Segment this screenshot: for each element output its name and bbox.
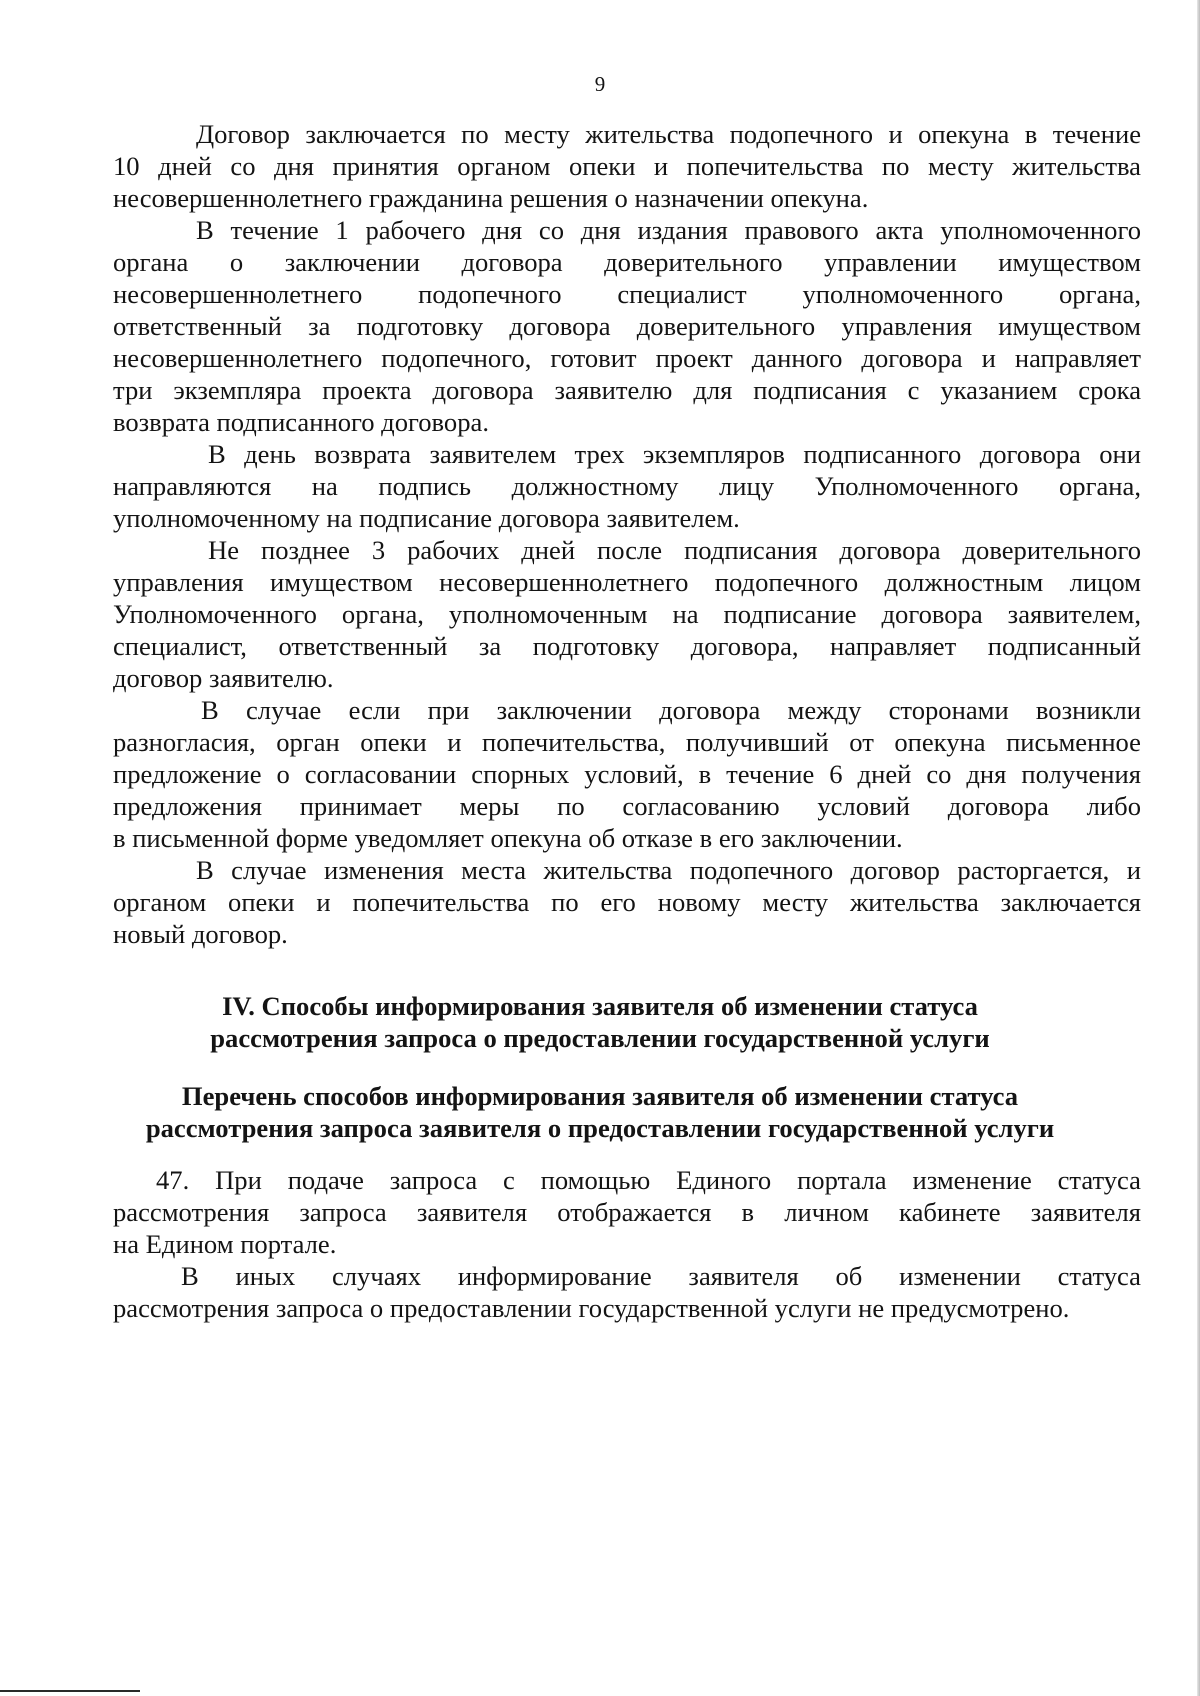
text-line: возврата подписанного договора. xyxy=(113,407,489,437)
text-line: Не позднее 3 рабочих дней после подписания договора доверительного xyxy=(208,535,1141,565)
text-line: управления имуществом несовершеннолетнего подопечного должностным лицом xyxy=(113,567,1141,597)
text-line: В случае изменения места жительства подопечного договор расторгается, и xyxy=(196,855,1141,885)
text-line: договор заявителю. xyxy=(113,663,334,693)
page-number: 9 xyxy=(594,72,606,96)
text-line: Уполномоченного органа, уполномоченным на подписание договора заявителем, xyxy=(113,599,1141,629)
text-line: три экземпляра проекта договора заявителю для подписания с указанием срока xyxy=(113,375,1141,405)
text-line: новый договор. xyxy=(113,919,288,949)
paragraph-return-signing xyxy=(113,438,1141,534)
paragraph-disagreements xyxy=(113,694,1141,854)
text-line: В день возврата заявителем трех экземпляров подписанного договора они xyxy=(208,439,1141,469)
text-line: 10 дней со дня принятия органом опеки и попечительства по месту жительства xyxy=(113,151,1141,181)
heading-line: рассмотрения запроса заявителя о предоставлении государственной услуги xyxy=(145,1113,1055,1143)
text-line: предложение о согласовании спорных условий, в течение 6 дней со дня получения xyxy=(113,759,1141,789)
text-line: уполномоченному на подписание договора заявителем. xyxy=(113,503,740,533)
text-line: разногласия, орган опеки и попечительства, получивший от опекуна письменное xyxy=(113,727,1141,757)
text-line: рассмотрения запроса о предоставлении государственной услуги не предусмотрено. xyxy=(113,1293,1070,1323)
text-line: направляются на подпись должностному лицу Уполномоченного органа, xyxy=(113,471,1141,501)
paragraph-signed-delivery xyxy=(113,534,1141,694)
document-body xyxy=(113,118,1141,950)
text-line: несовершеннолетнего подопечного специалист уполномоченного органа, xyxy=(113,279,1141,309)
text-line: ответственный за подготовку договора доверительного управления имуществом xyxy=(113,311,1141,341)
subsection-heading xyxy=(0,1080,1200,1144)
text-line: 47. При подаче запроса с помощью Единого портала изменение статуса xyxy=(156,1165,1141,1195)
heading-line: рассмотрения запроса о предоставлении государственной услуги xyxy=(210,1023,990,1053)
paragraph-contract-place xyxy=(113,118,1141,214)
text-line: В иных случаях информирование заявителя об изменении статуса xyxy=(181,1261,1141,1291)
paragraph-other-cases xyxy=(113,1260,1141,1324)
document-body-tail xyxy=(113,1164,1141,1324)
text-line: несовершеннолетнего гражданина решения о назначении опекуна. xyxy=(113,183,869,213)
heading-line: Перечень способов информирования заявителя об изменении статуса xyxy=(181,1081,1019,1111)
paragraph-draft-preparation xyxy=(113,214,1141,438)
scan-edge-mark xyxy=(0,1690,140,1692)
text-line: органа о заключении договора доверительного управлении имуществом xyxy=(113,247,1141,277)
text-line: несовершеннолетнего подопечного, готовит проект данного договора и направляет xyxy=(113,343,1141,373)
paragraph-clause-47 xyxy=(113,1164,1141,1260)
text-line: В случае если при заключении договора между сторонами возникли xyxy=(201,695,1141,725)
paragraph-residence-change xyxy=(113,854,1141,950)
text-line: В течение 1 рабочего дня со дня издания правового акта уполномоченного xyxy=(196,215,1141,245)
text-line: специалист, ответственный за подготовку договора, направляет подписанный xyxy=(113,631,1141,661)
text-line: предложения принимает меры по согласованию условий договора либо xyxy=(113,791,1141,821)
section-heading xyxy=(0,990,1200,1054)
text-line: рассмотрения запроса заявителя отображается в личном кабинете заявителя xyxy=(113,1197,1141,1227)
text-line: на Едином портале. xyxy=(113,1229,337,1259)
text-line: органом опеки и попечительства по его новому месту жительства заключается xyxy=(113,887,1141,917)
heading-line: IV. Способы информирования заявителя об изменении статуса xyxy=(222,991,978,1021)
text-line: в письменной форме уведомляет опекуна об отказе в его заключении. xyxy=(113,823,903,853)
text-line: Договор заключается по месту жительства подопечного и опекуна в течение xyxy=(196,119,1141,149)
